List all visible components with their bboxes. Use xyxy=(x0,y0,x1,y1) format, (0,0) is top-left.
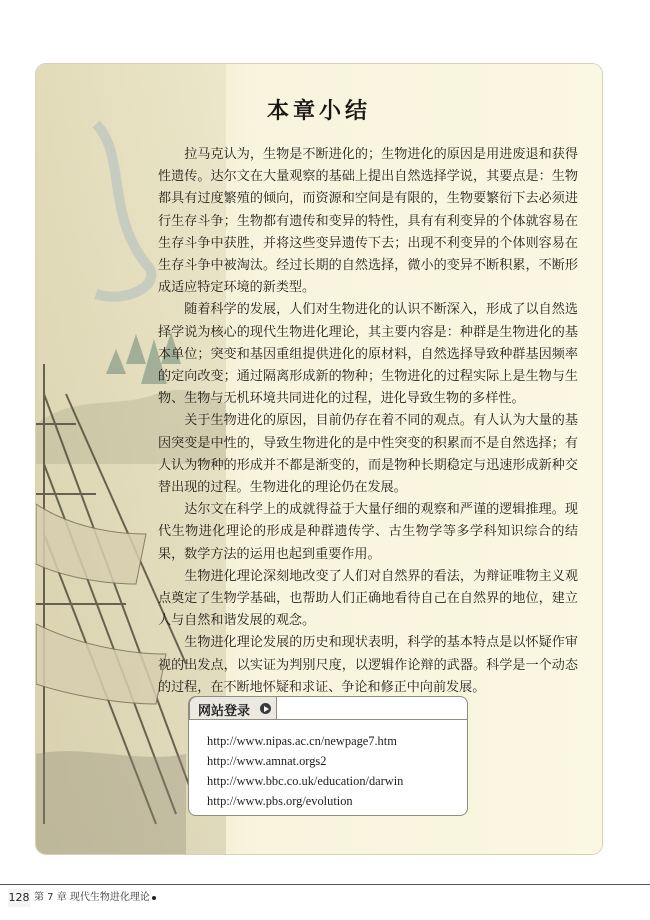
chapter-label: 第 7 章 现代生物进化理论 xyxy=(34,892,150,903)
tab-divider xyxy=(277,719,467,720)
paragraph-4: 达尔文在科学上的成就得益于大量仔细的观察和严谨的逻辑推理。现代生物进化理论的形成是种群遗传学、古生物学等多学科知识综合的结果，数学方法的运用也起到重要作用。 xyxy=(158,502,578,562)
arrow-right-icon xyxy=(260,703,271,714)
paragraph-2: 随着科学的发展，人们对生物进化的认识不断深入，形成了以自然选择学说为核心的现代生物进化理论，其主要内容是：种群是生物进化的基本单位；突变和基因重组提供进化的原材料，自然选择导致种群基因频率的定向改变；通过隔离形成新的物种；生物进化的过程实际上是生物与生物、生物与无机环境共同进化的过程，进化导致生物的多样性。 xyxy=(158,302,578,407)
page-number: 128 xyxy=(8,889,30,907)
link-item[interactable]: http://www.bbc.co.uk/education/darwin xyxy=(207,774,404,788)
link-item[interactable]: http://www.nipas.ac.cn/newpage7.htm xyxy=(207,734,397,748)
website-box xyxy=(188,696,468,816)
paragraph-5: 生物进化理论深刻地改变了人们对自然界的看法，为辩证唯物主义观点奠定了生物学基础，也帮助人们正确地看待自己在自然界的地位，建立人与自然和谐发展的观念。 xyxy=(158,568,578,629)
link-item[interactable]: http://www.pbs.org/evolution xyxy=(207,794,353,808)
dot-icon xyxy=(152,896,156,900)
page-title: 本章小结 xyxy=(266,98,371,124)
page-card xyxy=(36,64,602,854)
paragraph-1: 拉马克认为，生物是不断进化的；生物进化的原因是用进废退和获得性遗传。达尔文在大量观察的基础上提出自然选择学说，其要点是：生物都具有过度繁殖的倾向，而资源和空间是有限的，生物要繁衍下去必须进行生存斗争；生物都有遗传和变异的特性，具有有利变异的个体就容易在生存斗争中获胜，并将这些变异遗传下去；出现不利变异的个体则容易在生存斗争中被淘汰。经过长期的自然选择，微小的变异不断积累，不断形成适应特定环境的新类型。 xyxy=(158,147,578,296)
footer-divider xyxy=(0,884,650,885)
website-tab-label: 网站登录 xyxy=(198,704,251,719)
paragraph-3: 关于生物进化的原因，目前仍存在着不同的观点。有人认为大量的基因突变是中性的，导致生物进化的是中性突变的积累而不是自然选择；有人认为物种的形成并不都是渐变的，而是物种长期稳定与迅速形成新种交替出现的过程。生物进化的理论仍在发展。 xyxy=(158,413,578,496)
paragraph-6: 生物进化理论发展的历史和现状表明，科学的基本特点是以怀疑作审视的出发点，以实证为判别尺度，以逻辑作论辩的武器。科学是一个动态的过程，在不断地怀疑和求证、争论和修正中向前发展。 xyxy=(158,635,578,695)
chapter-summary-text xyxy=(158,144,578,699)
link-item[interactable]: http://www.amnat.orgs2 xyxy=(207,754,327,768)
website-tab xyxy=(189,696,277,720)
link-list xyxy=(207,731,403,811)
